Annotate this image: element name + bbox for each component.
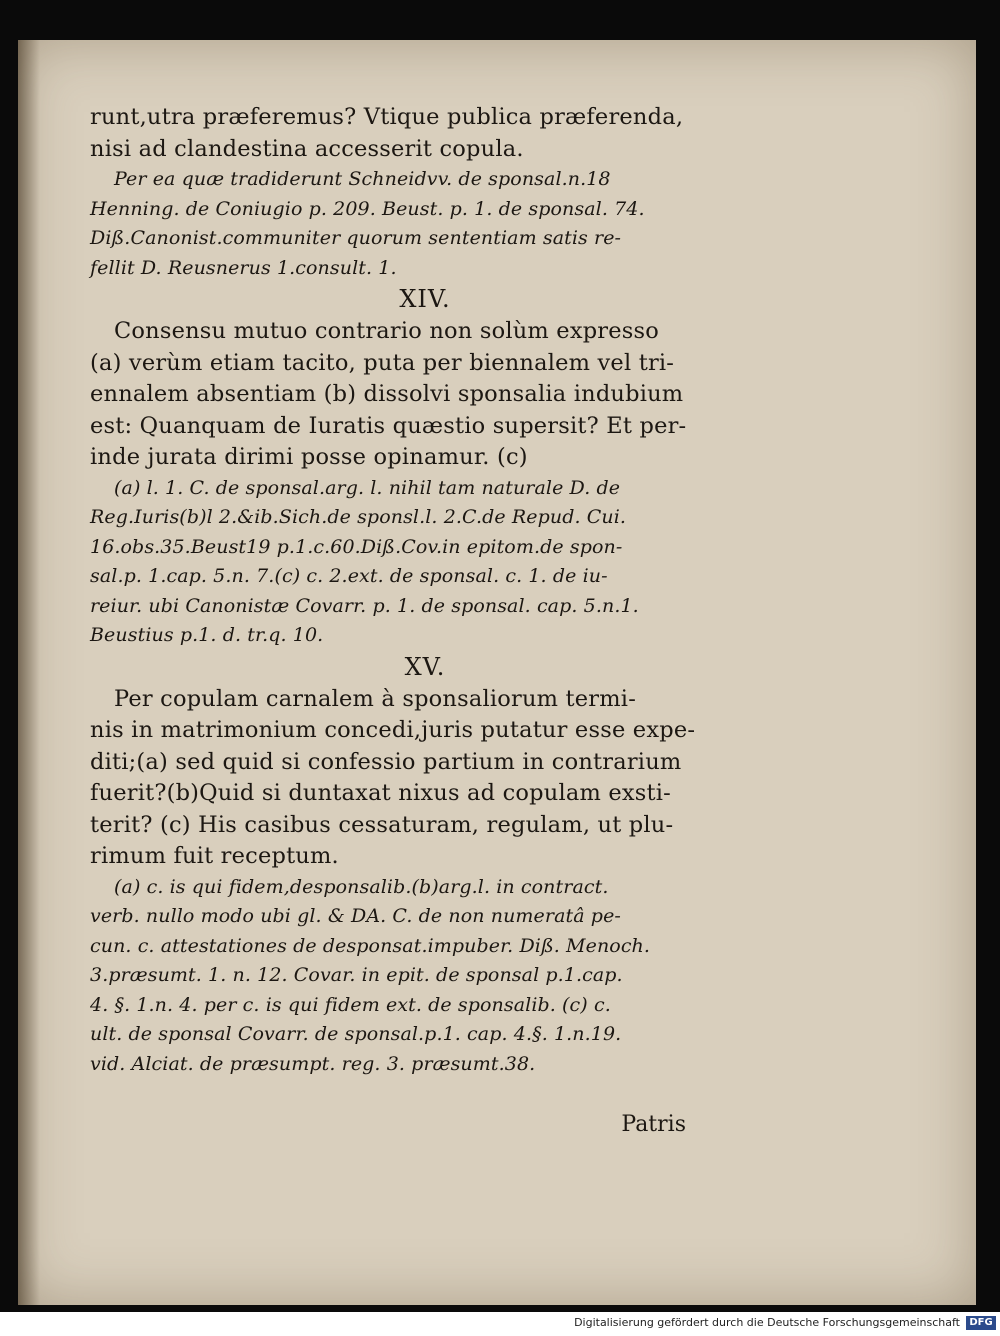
section-line: fuerit?(b)Quid si duntaxat nixus ad copulam exsti- bbox=[90, 780, 671, 806]
footnote-line: verb. nullo modo ubi gl. & DA. C. de non numeratâ pe- bbox=[90, 905, 621, 927]
footnote-line: Per ea quæ tradiderunt Schneidvv. de sponsal.n.18 bbox=[114, 168, 611, 190]
section-line: ennalem absentiam (b) dissolvi sponsalia indubium bbox=[90, 381, 684, 407]
footnote-line: (a) c. is qui fidem,desponsalib.(b)arg.l. in contract. bbox=[114, 875, 609, 898]
page-text bbox=[90, 102, 730, 1079]
footnote-line: Henning. de Coniugio p. 209. Beust. p. 1. de sponsal. 74. bbox=[90, 197, 645, 220]
book-page bbox=[18, 40, 976, 1305]
section-line: inde jurata dirimi posse opinamur. (c) bbox=[90, 444, 528, 470]
section-line: est: Quanquam de Iuratis quæstio supersit? Et per- bbox=[90, 412, 687, 439]
footnote-line: vid. Alciat. de præsumpt. reg. 3. præsumt.38. bbox=[90, 1052, 536, 1075]
section-heading-xv: XV. bbox=[404, 652, 446, 681]
footnote-line: 3.præsumt. 1. n. 12. Covar. in epit. de sponsal p.1.cap. bbox=[90, 964, 623, 986]
footnote-line: ult. de sponsal Covarr. de sponsal.p.1. cap. 4.§. 1.n.19. bbox=[90, 1023, 622, 1045]
catchword: Patris bbox=[621, 1112, 686, 1137]
footnote-line: cun. c. attestationes de desponsat.impuber. Diß. Menoch. bbox=[90, 934, 651, 957]
footnote-line: 4. §. 1.n. 4. per c. is qui fidem ext. de sponsalib. (c) c. bbox=[90, 993, 611, 1016]
section-line: Per copulam carnalem à sponsaliorum termi- bbox=[114, 685, 636, 712]
section-line: rimum fuit receptum. bbox=[90, 843, 339, 869]
page-gutter bbox=[18, 40, 40, 1305]
section-line: diti;(a) sed quid si confessio partium in contrarium bbox=[90, 748, 682, 775]
footnote-line: 16.obs.35.Beust19 p.1.c.60.Diß.Cov.in epitom.de spon- bbox=[90, 535, 623, 558]
dfg-logo-icon: DFG bbox=[966, 1316, 996, 1330]
footnote-line: Reg.Iuris(b)l 2.&ib.Sich.de sponsl.l. 2.C.de Repud. Cui. bbox=[90, 506, 627, 528]
section-line: terit? (c) His casibus cessaturam, regulam, ut plu- bbox=[90, 811, 674, 838]
section-line: nis in matrimonium concedi,juris putatur esse expe- bbox=[90, 717, 696, 743]
footnote-line: (a) l. 1. C. de sponsal.arg. l. nihil tam naturale D. de bbox=[114, 476, 621, 499]
section-heading-xiv: XIV. bbox=[399, 285, 451, 313]
footnote-line: reiur. ubi Canonistæ Covarr. p. 1. de sponsal. cap. 5.n.1. bbox=[90, 594, 639, 617]
section-line: Consensu mutuo contrario non solùm expresso bbox=[114, 318, 660, 344]
footnote-line: Diß.Canonist.communiter quorum sententiam satis re- bbox=[90, 227, 622, 249]
footnote-line: fellit D. Reusnerus 1.consult. 1. bbox=[90, 256, 397, 279]
footer-credit: Digitalisierung gefördert durch die Deutsche Forschungsgemeinschaft bbox=[574, 1316, 960, 1329]
section-line: (a) verùm etiam tacito, puta per biennalem vel tri- bbox=[90, 349, 675, 376]
body-line: nisi ad clandestina accesserit copula. bbox=[90, 135, 524, 162]
footnote-line: sal.p. 1.cap. 5.n. 7.(c) c. 2.ext. de sponsal. c. 1. de iu- bbox=[90, 565, 608, 587]
footnote-line: Beustius p.1. d. tr.q. 10. bbox=[90, 624, 324, 646]
body-line: runt,utra præferemus? Vtique publica præferenda, bbox=[90, 104, 684, 130]
